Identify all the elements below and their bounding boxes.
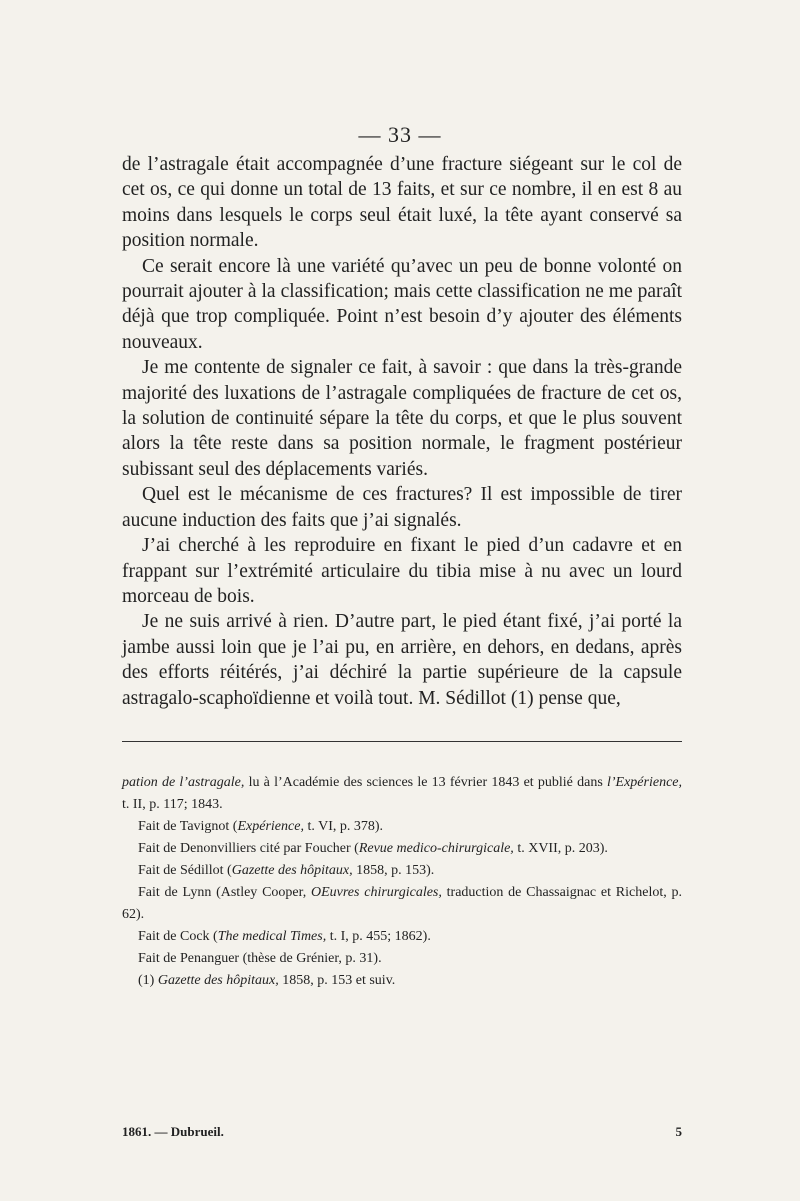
footnote-continuation bbox=[122, 772, 682, 816]
page-number: — 33 — bbox=[358, 122, 442, 147]
paragraph-2: Ce serait encore là une variété qu’avec un peu de bonne volonté on pourrait ajouter à la classification; mais cette classification ne me paraît déjà que trop compliquée. Point n’est besoin d’y ajouter des éléments nouveaux. bbox=[122, 255, 682, 353]
note-text: t. VI, p. 378). bbox=[303, 819, 384, 834]
paragraph-5: J’ai cherché à les reproduire en fixant le pied d’un cadavre et en frappant sur l’extrémité articulaire du tibia mise à nu avec un lourd morceau de bois. bbox=[122, 535, 682, 607]
note-text: traduction de Chassaignac et Richelot, p. 62). bbox=[122, 885, 682, 922]
note-text: Fait de Lynn (Astley Cooper, bbox=[138, 885, 311, 900]
note-text: Fait de Denonvilliers cité par Foucher ( bbox=[138, 841, 359, 856]
page-footer bbox=[122, 1124, 682, 1140]
note-text: Fait de Sédillot ( bbox=[138, 863, 232, 878]
paragraph-1: de l’astragale était accompagnée d’une fracture siégeant sur le col de cet os, ce qui donne un total de 13 faits, et sur ce nombre, il en est 8 au moins dans lesquels le corps seul était luxé, la tête ayant conservé sa position normale. bbox=[122, 154, 682, 252]
footnote-divider bbox=[122, 741, 682, 742]
footnotes bbox=[122, 772, 682, 992]
note-italic: Gazette des hôpitaux, bbox=[231, 863, 353, 878]
note-italic: The medical Times, bbox=[217, 929, 327, 944]
note-text: 1858, p. 153 et suiv. bbox=[278, 973, 396, 988]
note-italic: Revue medico-chirurgicale, bbox=[358, 841, 514, 856]
note-italic: Expérience, bbox=[237, 819, 304, 834]
paragraph-4: Quel est le mécanisme de ces fractures? Il est impossible de tirer aucune induction des faits que j’ai signalés. bbox=[122, 484, 682, 531]
note-italic: l’Expérience, bbox=[606, 775, 682, 790]
footer-signature-number: 5 bbox=[675, 1124, 682, 1139]
footnote-sedillot bbox=[122, 860, 682, 882]
footnote-tavignot bbox=[122, 816, 682, 838]
footnote-penanguer: Fait de Penanguer (thèse de Grénier, p. 31). bbox=[138, 951, 382, 966]
paragraph-6: Je ne suis arrivé à rien. D’autre part, le pied étant fixé, j’ai porté la jambe aussi loin que je l’ai pu, en arrière, en dehors, en dedans, après des efforts réitérés, j’ai déchiré la partie supérieure de la capsule astragalo-scaphoïdienne et voilà tout. M. Sédillot (1) pense que, bbox=[122, 611, 682, 709]
note-italic: pation de l’astragale, bbox=[122, 775, 245, 790]
footnote-lynn bbox=[122, 882, 682, 926]
footnote-1 bbox=[122, 970, 682, 992]
footer-signature: 1861. — Dubrueil. bbox=[122, 1124, 224, 1139]
footnote-cock bbox=[122, 926, 682, 948]
note-text: t. II, p. 117; 1843. bbox=[122, 797, 223, 812]
note-text: (1) bbox=[138, 973, 158, 988]
footnote-denonvilliers bbox=[122, 838, 682, 860]
body-text bbox=[122, 152, 682, 711]
note-text: lu à l’Académie des sciences le 13 février 1843 et publié dans bbox=[244, 775, 607, 790]
note-italic: OEuvres chirurgicales, bbox=[311, 885, 442, 900]
note-text: Fait de Cock ( bbox=[138, 929, 218, 944]
note-text: t. XVII, p. 203). bbox=[513, 841, 608, 856]
note-italic: Gazette des hôpitaux, bbox=[157, 973, 279, 988]
note-text: 1858, p. 153). bbox=[352, 863, 435, 878]
note-text: Fait de Tavignot ( bbox=[138, 819, 238, 834]
paragraph-3: Je me contente de signaler ce fait, à savoir : que dans la très-grande majorité des luxations de l’astragale compliquées de fracture de cet os, la solution de continuité sépare la tête du corps, et que le plus souvent alors la tête reste dans sa position normale, le fragment postérieur subissant seul des déplacements variés. bbox=[122, 357, 682, 480]
note-text: t. I, p. 455; 1862). bbox=[326, 929, 431, 944]
